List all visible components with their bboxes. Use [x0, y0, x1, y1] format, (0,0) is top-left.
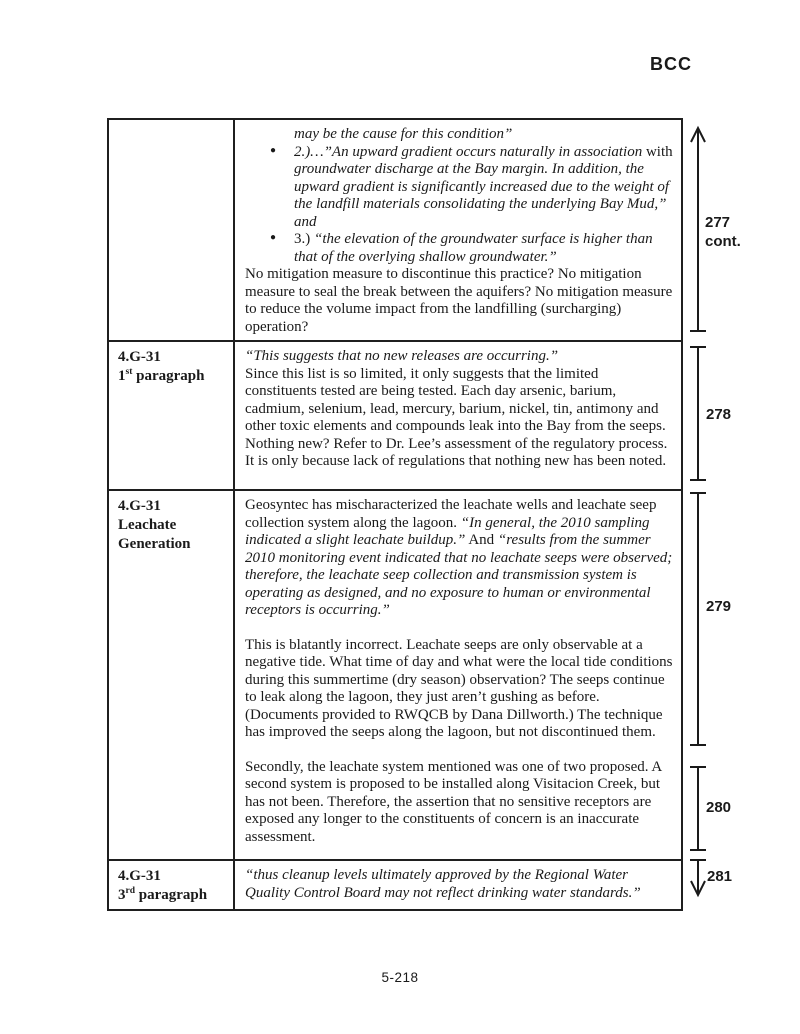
comment-ref-line	[118, 367, 229, 386]
margin-annotation-280	[690, 767, 731, 850]
paragraph	[245, 867, 673, 902]
text-run: 4.G-31	[118, 868, 161, 884]
text-run: “the elevation of the groundwater surface is higher than that of the overlying shallow groundwater.”	[294, 231, 653, 265]
comment-text-cell	[235, 120, 681, 340]
paragraph	[245, 266, 673, 336]
comment-ref-cell	[109, 491, 235, 859]
text-run: paragraph	[132, 368, 205, 384]
recipient-code-label: BCC	[650, 54, 692, 74]
text-run: 2.)…”An upward gradient occurs naturally in association	[294, 143, 643, 160]
text-run: “results from the summer 2010 monitoring event indicated that no leachate seeps were observed; therefore, the leachate seep collection and transmission system is operating as designed, and no exposure to human or environmental receptors is occurring.”	[245, 532, 673, 618]
table-row	[109, 342, 681, 491]
paragraph	[245, 497, 673, 620]
text-run: Geosyntec has mischaracterized the leachate wells and leachate seep collection system along the lagoon.	[245, 497, 657, 531]
table-row	[109, 491, 681, 861]
table-row	[109, 861, 681, 909]
text-run: 3.)	[294, 231, 314, 247]
bullet-icon: ●	[270, 232, 277, 243]
paragraph	[245, 759, 673, 847]
margin-annotation-label: 281	[707, 868, 733, 885]
text-run: Leachate	[118, 517, 177, 533]
comment-ref-line	[118, 886, 229, 905]
text-run: with	[642, 143, 673, 160]
text-run: “This suggests that no new releases are occurring.”	[245, 348, 559, 364]
comment-text-cell	[235, 342, 681, 489]
text-run: This is blatantly incorrect. Leachate seeps are only observable at a negative tide. What time of day and what were the local tide conditions during this summertime (dry season) observation? The seeps continue to leak along the lagoon, they just aren’t gushing as before. (Documents provided to RWQCB by Dana Dillworth.) The technique has improved the seeps along the lagoon, but not discontinued them.	[245, 636, 673, 740]
text-run: 4.G-31	[118, 498, 161, 514]
text-run: groundwater discharge at the Bay margin. In addition, the upward gradient is significantly increased due to the weight of the landfill materials consolidating the underlying Bay Mud,”	[294, 161, 670, 212]
page-number: 5-218	[381, 970, 419, 985]
text-run: and	[294, 213, 317, 230]
text-run: 1	[118, 368, 126, 384]
paragraph	[294, 126, 673, 144]
text-run: 3	[118, 887, 126, 903]
paragraph	[245, 366, 673, 471]
text-run: 4.G-31	[118, 349, 161, 365]
table-row	[109, 120, 681, 342]
text-run: may be the cause for this condition”	[294, 126, 513, 142]
bullet-icon: ●	[270, 144, 277, 156]
margin-annotation-277	[690, 128, 741, 331]
paragraph	[245, 348, 673, 366]
margin-annotation-label: 277	[705, 214, 731, 231]
margin-annotation-279	[690, 493, 731, 745]
comment-ref-line	[118, 497, 229, 516]
bullet-item	[245, 144, 673, 232]
text-run: No mitigation measure to discontinue this practice? No mitigation measure to seal the break between the aquifers? No mitigation measure to reduce the volume impact from the landfilling (surcharging) operation?	[245, 266, 673, 335]
comment-text-cell	[235, 491, 681, 859]
text-run: Secondly, the leachate system mentioned was one of two proposed. A second system is proposed to be installed along Visitacion Creek, but has not been. Therefore, the assertion that no sensitive receptors are exposed any longer to the constituents of concern is an inaccurate assessment.	[245, 758, 662, 845]
comment-ref-cell	[109, 120, 235, 340]
text-run: “In general, the 2010 sampling indicated a slight leachate buildup.”	[245, 514, 650, 548]
comment-ref-cell	[109, 342, 235, 489]
comment-text-cell	[235, 861, 681, 909]
margin-annotation-label: cont.	[705, 233, 741, 250]
margin-annotation-label: 278	[706, 406, 732, 423]
text-run: rd	[125, 886, 135, 896]
margin-annotations	[685, 0, 800, 1034]
text-run: paragraph	[135, 887, 208, 903]
margin-annotation-label: 279	[706, 598, 732, 615]
margin-annotation-281	[690, 860, 732, 895]
bullet-item	[245, 231, 673, 266]
margin-annotation-278	[690, 347, 731, 480]
text-run: st	[125, 367, 133, 377]
margin-annotation-label: 280	[706, 799, 732, 816]
comment-ref-line	[118, 535, 229, 554]
comment-response-table	[107, 118, 683, 911]
comment-ref-line	[118, 867, 229, 886]
comment-ref-line	[118, 348, 229, 367]
text-run: “thus cleanup levels ultimately approved by the Regional Water Quality Control Board may not reflect drinking water standards.”	[245, 867, 641, 901]
comment-ref-cell	[109, 861, 235, 909]
text-run: Generation	[118, 536, 191, 552]
paragraph	[245, 637, 673, 742]
text-run: Since this list is so limited, it only suggests that the limited constituents tested are being tested. Each day arsenic, barium, cadmium, selenium, lead, mercury, barium, nickel, tin, antimony and other toxic elements and compounds leak into the Bay from the seeps. Nothing new? Refer to Dr. Lee’s assessment of the regulatory process. It is only because lack of regulations that nothing new has been noted.	[245, 365, 668, 469]
text-run: And	[465, 532, 498, 548]
comment-ref-line	[118, 516, 229, 535]
